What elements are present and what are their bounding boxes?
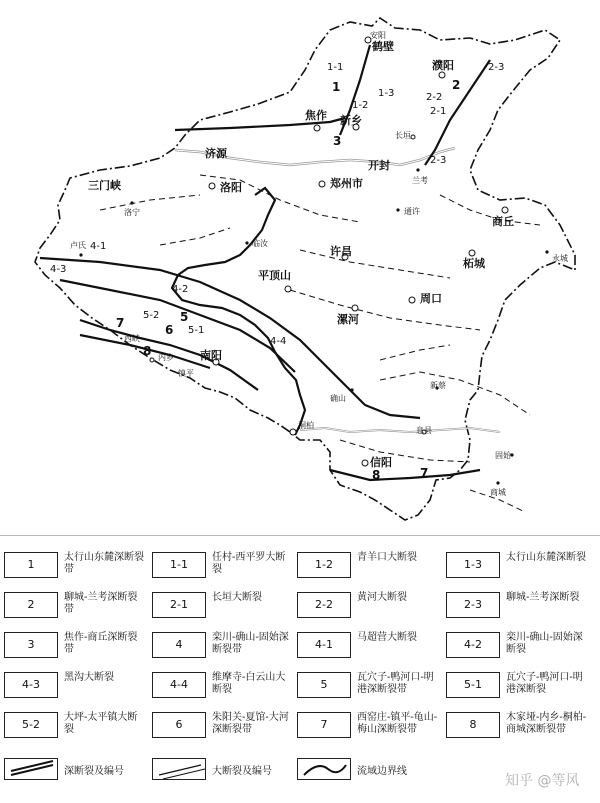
legend-code: 5-1: [446, 672, 500, 698]
fault-label-1-2: 1-2: [352, 100, 369, 111]
city-kaifeng: 开封: [368, 159, 390, 172]
city-neixiang: 内乡: [158, 353, 174, 362]
fault-label-4-3: 4-3: [50, 264, 67, 275]
city-zhengzhou: 郑州市: [330, 177, 363, 190]
city-zhenping: 镇平: [178, 369, 194, 378]
city-pingdingshan: 平顶山: [258, 269, 291, 282]
legend-code: 3: [4, 632, 58, 658]
fault-label-2-3: 2-3: [488, 62, 505, 73]
legend-code: 2-3: [446, 592, 500, 618]
fault-label-4-1: 4-1: [90, 241, 107, 252]
legend-desc: 栾川-确山-固始深断裂: [506, 632, 583, 655]
fault-label-7-east: 7: [420, 466, 429, 480]
major-fault-h: [440, 195, 540, 228]
map-legend-divider: [0, 535, 600, 536]
fault-label-5-1: 5-1: [188, 325, 205, 336]
city-tongxu: 通许: [404, 207, 420, 216]
city-yongcheng: 永城: [552, 254, 568, 263]
city-anyang: 安阳: [370, 31, 386, 40]
city-queshan: 确山: [330, 394, 346, 403]
legend-code: 4-4: [152, 672, 206, 698]
city-linru: 临汝: [252, 239, 268, 248]
legend-code: 2: [4, 592, 58, 618]
legend-desc: 瓦穴子-鸭河口-明港深断裂: [506, 672, 583, 695]
city-jiyuan: 济源: [205, 147, 227, 160]
major-fault-label: 大断裂及编号: [212, 766, 272, 777]
fault-label-2-3b: 2-3: [430, 155, 447, 166]
major-fault-i: [340, 440, 470, 462]
city-gushi: 固始: [495, 451, 511, 460]
legend-desc: 西窑庄-镇平-龟山-梅山深断裂带: [357, 712, 438, 735]
legend-code: 2-1: [152, 592, 206, 618]
legend-desc: 朱阳关-夏馆-大河深断裂带: [212, 712, 289, 735]
legend-code: 5-2: [4, 712, 58, 738]
city-zhecheng: 柘城: [463, 257, 485, 270]
legend-code: 6: [152, 712, 206, 738]
fault-label-5-2: 5-2: [143, 310, 160, 321]
legend-desc: 太行山东麓深断裂带: [64, 552, 144, 575]
province-boundary: [35, 18, 575, 520]
city-sanmenxia: 三门峡: [88, 179, 121, 192]
basin-boundary-symbol: [297, 758, 351, 780]
city-lushi: 卢氏: [70, 241, 86, 250]
fault-label-7-west: 7: [116, 316, 125, 330]
legend-desc: 焦作-商丘深断裂带: [64, 632, 138, 655]
legend-code: 1-3: [446, 552, 500, 578]
city-puyang: 濮阳: [432, 59, 454, 72]
legend-row-5: [0, 708, 600, 744]
legend-desc: 黄河大断裂: [357, 592, 407, 603]
city-shangqiu: 商丘: [492, 215, 514, 228]
fault-label-8-west: 8: [143, 344, 152, 358]
city-zhoukou: 周口: [420, 292, 442, 305]
legend-desc: 黑沟大断裂: [64, 672, 114, 683]
legend-desc: 聊城-兰考深断裂带: [64, 592, 138, 615]
major-fault-f: [380, 345, 450, 360]
legend-row-1: [0, 548, 600, 584]
legend-code: 4-2: [446, 632, 500, 658]
fault-label-1: 1: [332, 80, 341, 94]
legend-desc: 聊城-兰考深断裂: [506, 592, 580, 603]
city-tongbai: 桐柏: [298, 421, 314, 430]
deep-fault-symbol: [4, 758, 58, 780]
major-fault-g: [160, 228, 230, 245]
city-xuchang: 许昌: [330, 245, 352, 258]
legend-desc: 木家垭-内乡-桐柏-商城深断裂带: [506, 712, 587, 735]
legend-desc: 栾川-确山-固始深断裂带: [212, 632, 289, 655]
legend-desc: 任村-西平罗大断裂: [212, 552, 286, 575]
fault-label-3: 3: [333, 134, 342, 148]
city-xincai: 新蔡: [430, 381, 446, 390]
city-nanyang: 南阳: [200, 349, 222, 362]
city-xixian: 息县: [416, 426, 432, 435]
fault-label-2-2: 2-2: [426, 92, 443, 103]
fault-label-6: 6: [165, 323, 174, 337]
legend-desc: 长垣大断裂: [212, 592, 262, 603]
major-fault-symbol: [152, 758, 206, 780]
watermark: 知乎 @等风: [505, 773, 580, 789]
legend-desc: 大坪-太平镇大断裂: [64, 712, 138, 735]
legend-desc: 马超营大断裂: [357, 632, 417, 643]
major-fault-b: [300, 250, 450, 278]
fault-label-2-1: 2-1: [430, 106, 447, 117]
fault-label-4-4: 4-4: [270, 336, 287, 347]
major-fault-d: [100, 195, 200, 210]
legend-desc: 青羊口大断裂: [357, 552, 417, 563]
fault-label-1-1: 1-1: [327, 62, 344, 73]
major-fault-e: [380, 372, 530, 415]
city-lankao: 兰考: [412, 176, 428, 185]
legend-code: 1: [4, 552, 58, 578]
fault-label-1-3: 1-3: [378, 88, 395, 99]
deep-fault-label: 深断裂及编号: [64, 766, 124, 777]
legend-code: 4: [152, 632, 206, 658]
legend-code: 8: [446, 712, 500, 738]
legend-desc: 太行山东麓深断裂: [506, 552, 586, 563]
legend-code: 4-1: [297, 632, 351, 658]
basin-boundary-label: 流域边界线: [357, 766, 407, 777]
legend-code: 4-3: [4, 672, 58, 698]
legend-row-2: [0, 588, 600, 624]
legend-desc: 维摩寺-白云山大断裂: [212, 672, 286, 695]
legend-desc: 瓦穴子-鸭河口-明港深断裂带: [357, 672, 434, 695]
fault-label-4-2: 4-2: [172, 284, 189, 295]
major-fault-c: [290, 290, 480, 330]
legend-code: 2-2: [297, 592, 351, 618]
legend-row-4: [0, 668, 600, 704]
city-luohe: 漯河: [337, 313, 359, 326]
legend-code: 7: [297, 712, 351, 738]
legend: [0, 548, 600, 798]
fault-label-5: 5: [180, 310, 189, 324]
fault-label-2: 2: [452, 78, 461, 92]
city-xinxiang: 新乡: [340, 114, 362, 127]
legend-row-3: [0, 628, 600, 664]
city-shangcheng: 商城: [490, 488, 506, 497]
city-luoning: 洛宁: [124, 208, 140, 217]
city-luoyang: 洛阳: [220, 181, 242, 194]
city-xinyang: 信阳: [370, 456, 392, 469]
legend-code: 5: [297, 672, 351, 698]
city-xixia: 西峡: [124, 334, 140, 343]
legend-code: 1-2: [297, 552, 351, 578]
city-jiaozuo: 焦作: [305, 109, 327, 122]
city-changyuan: 长垣: [395, 131, 411, 140]
city-hebi: 鹤壁: [372, 40, 394, 53]
legend-code: 1-1: [152, 552, 206, 578]
fault-label-8-east: 8: [372, 468, 381, 482]
